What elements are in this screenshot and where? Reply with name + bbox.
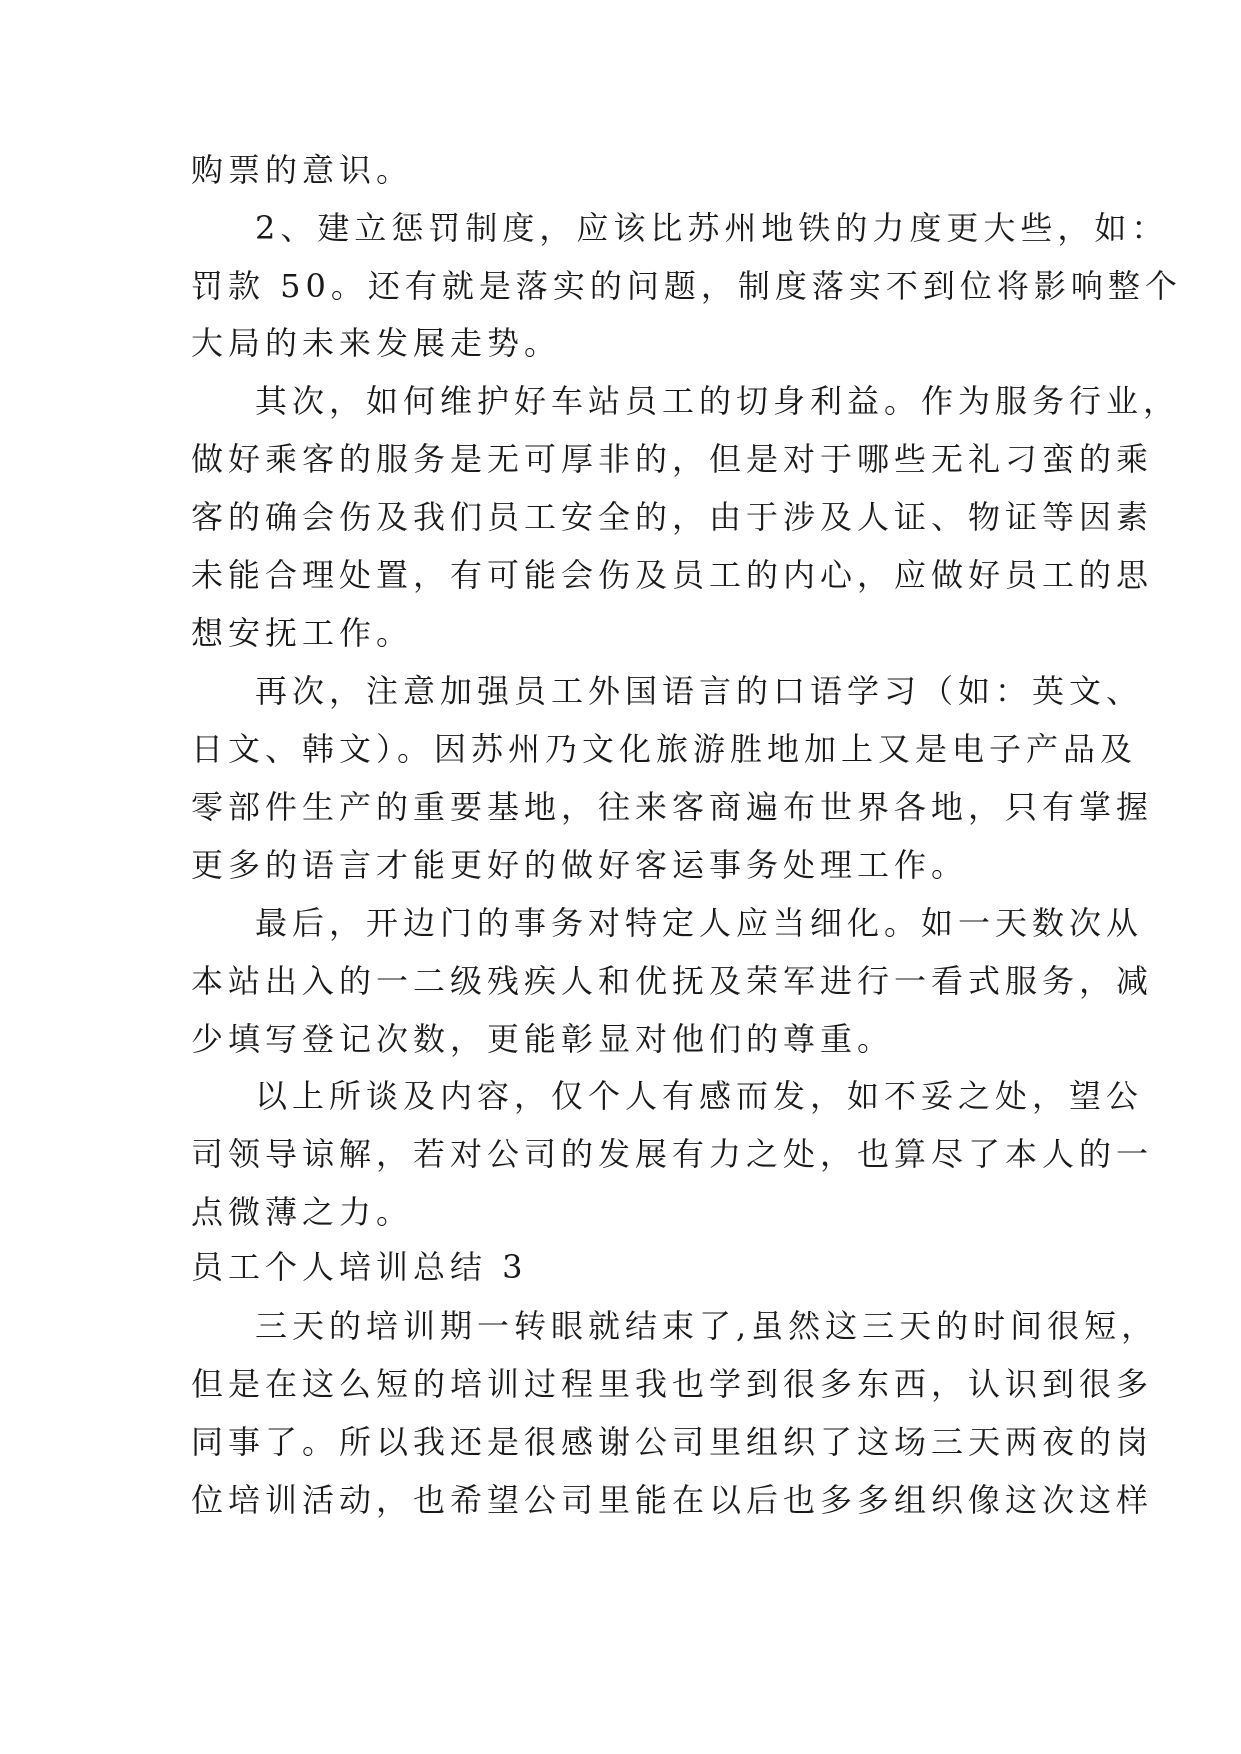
text-line: 点微薄之力。 <box>191 1193 414 1231</box>
paragraph-first-line: 以上所谈及内容，仅个人有感而发，如不妥之处，望公 <box>255 1077 1144 1115</box>
text-line: 更多的语言才能更好的做好客运事务处理工作。 <box>191 846 969 884</box>
section-heading: 员工个人培训总结 3 <box>191 1248 528 1286</box>
text-line: 购票的意识。 <box>191 151 414 189</box>
text-line: 想安抚工作。 <box>191 614 414 652</box>
paragraph-first-line: 其次，如何维护好车站员工的切身利益。作为服务行业， <box>255 382 1181 420</box>
text-line: 司领导谅解，若对公司的发展有力之处，也算尽了本人的一 <box>191 1135 1154 1173</box>
paragraph-first-line: 最后，开边门的事务对特定人应当细化。如一天数次从 <box>255 904 1144 942</box>
text-line: 位培训活动，也希望公司里能在以后也多多组织像这次这样 <box>191 1481 1154 1519</box>
text-line: 罚款 50。还有就是落实的问题，制度落实不到位将影响整个 <box>191 267 1182 305</box>
paragraph-first-line: 2、建立惩罚制度，应该比苏州地铁的力度更大些，如： <box>255 209 1169 247</box>
text-line: 未能合理处置，有可能会伤及员工的内心，应做好员工的思 <box>191 556 1154 594</box>
text-line: 同事了。所以我还是很感谢公司里组织了这场三天两夜的岗 <box>191 1423 1154 1461</box>
text-line: 但是在这么短的培训过程里我也学到很多东西，认识到很多 <box>191 1365 1154 1403</box>
text-line: 零部件生产的重要基地，往来客商遍布世界各地，只有掌握 <box>191 788 1154 826</box>
text-line: 大局的未来发展走势。 <box>191 324 562 362</box>
text-line: 本站出入的一二级残疾人和优抚及荣军进行一看式服务，减 <box>191 962 1154 1000</box>
text-line: 日文、韩文）。因苏州乃文化旅游胜地加上又是电子产品及 <box>191 730 1138 768</box>
text-line: 客的确会伤及我们员工安全的，由于涉及人证、物证等因素 <box>191 498 1154 536</box>
text-line: 做好乘客的服务是无可厚非的，但是对于哪些无礼刁蛮的乘 <box>191 440 1154 478</box>
paragraph-first-line: 再次，注意加强员工外国语言的口语学习（如：英文、 <box>255 672 1144 710</box>
paragraph-first-line: 三天的培训期一转眼就结束了,虽然这三天的时间很短， <box>255 1307 1159 1345</box>
text-line: 少填写登记次数，更能彰显对他们的尊重。 <box>191 1020 895 1058</box>
